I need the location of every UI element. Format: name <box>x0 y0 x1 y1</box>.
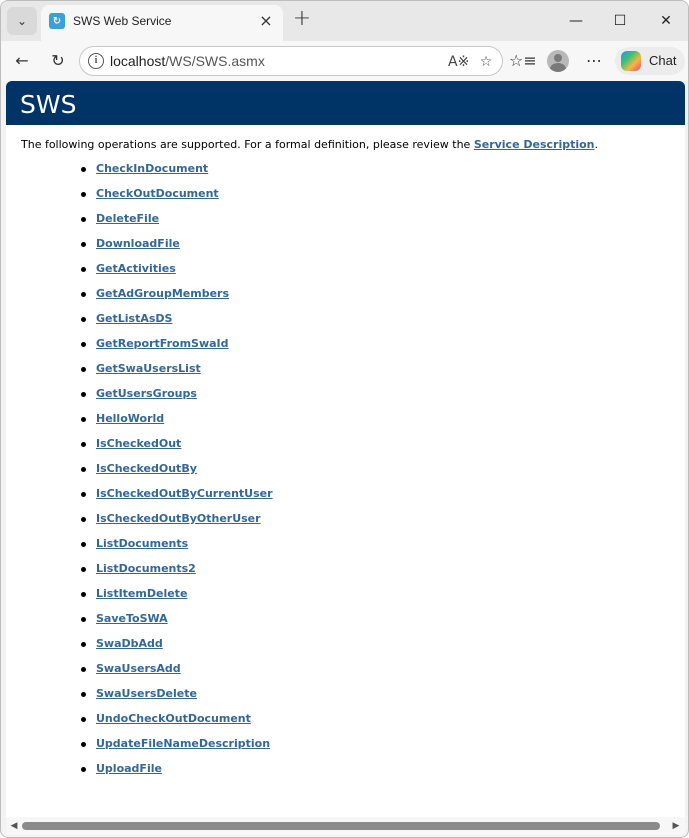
operation-link[interactable]: DownloadFile <box>96 237 180 250</box>
refresh-icon[interactable]: ↻ <box>51 51 65 70</box>
operation-link[interactable]: HelloWorld <box>96 412 165 425</box>
operation-link[interactable]: IsCheckedOutBy <box>96 462 197 475</box>
service-favicon-icon: ↻ <box>49 13 65 29</box>
operation-link[interactable]: CheckOutDocument <box>96 187 219 200</box>
scroll-right-arrow-icon[interactable]: ▶ <box>672 821 680 831</box>
favorite-star-icon[interactable]: ☆ <box>479 54 493 70</box>
new-tab-plus-icon[interactable]: + <box>292 6 312 31</box>
tab-close-icon[interactable]: × <box>259 11 273 30</box>
tab-actions-chevron-down-icon[interactable]: ⌄ <box>7 7 37 35</box>
operation-link[interactable]: GetUsersGroups <box>96 387 197 400</box>
operation-link[interactable]: DeleteFile <box>96 212 160 225</box>
close-window-icon[interactable]: ✕ <box>660 13 672 29</box>
navigation-toolbar <box>1 41 688 81</box>
operation-link[interactable]: ListDocuments2 <box>96 562 196 575</box>
profile-avatar[interactable] <box>547 50 569 72</box>
operation-link[interactable]: GetAdGroupMembers <box>96 287 230 300</box>
operation-link[interactable]: SwaUsersDelete <box>96 687 197 700</box>
intro-text: The following operations are supported. For a formal definition, please review the <box>21 138 474 151</box>
operation-link[interactable]: IsCheckedOut <box>96 437 182 450</box>
tab-sws-web-service[interactable] <box>41 5 283 41</box>
site-info-icon[interactable]: i <box>88 53 104 69</box>
chat-label: Chat <box>649 53 677 68</box>
tab-title: SWS Web Service <box>73 14 172 28</box>
operation-link[interactable]: GetSwaUsersList <box>96 362 201 375</box>
operation-link[interactable]: SwaUsersAdd <box>96 662 181 675</box>
service-heading-banner <box>6 81 685 125</box>
url-path: /WS/SWS.asmx <box>165 53 265 69</box>
copilot-chat-button[interactable] <box>615 47 685 75</box>
url-host: localhost <box>110 53 166 69</box>
page-title: SWS <box>20 90 77 119</box>
operation-link[interactable]: ListDocuments <box>96 537 189 550</box>
operation-link[interactable]: IsCheckedOutByOtherUser <box>96 512 261 525</box>
operation-link[interactable]: GetActivities <box>96 262 176 275</box>
operation-link[interactable]: GetListAsDS <box>96 312 173 325</box>
favorites-list-icon[interactable]: ☆≡ <box>509 51 537 70</box>
operation-link[interactable]: SwaDbAdd <box>96 637 163 650</box>
operation-link[interactable]: SaveToSWA <box>96 612 168 625</box>
minimize-icon[interactable]: — <box>569 13 583 29</box>
copilot-logo-icon <box>621 51 641 71</box>
operation-link[interactable]: GetReportFromSwaId <box>96 337 229 350</box>
tab-bar <box>1 1 688 41</box>
operation-link[interactable]: UploadFile <box>96 762 162 775</box>
more-options-icon[interactable]: ⋯ <box>586 51 602 70</box>
scroll-left-arrow-icon[interactable]: ◀ <box>10 821 18 831</box>
operation-link[interactable]: UndoCheckOutDocument <box>96 712 251 725</box>
operation-link[interactable]: UpdateFileNameDescription <box>96 737 271 750</box>
operation-link[interactable]: IsCheckedOutByCurrentUser <box>96 487 273 500</box>
address-bar[interactable] <box>79 46 503 76</box>
horizontal-scrollbar[interactable] <box>6 817 685 835</box>
back-arrow-icon[interactable]: ← <box>15 51 29 70</box>
page-viewport <box>6 81 685 817</box>
operation-link[interactable]: ListItemDelete <box>96 587 188 600</box>
intro-end: . <box>594 138 599 151</box>
scrollbar-thumb[interactable] <box>22 822 660 830</box>
intro-paragraph <box>21 138 598 151</box>
maximize-icon[interactable]: ☐ <box>613 13 627 29</box>
service-description-link[interactable]: Service Description <box>473 138 595 151</box>
read-aloud-icon[interactable]: A※ <box>448 54 470 70</box>
address-url[interactable] <box>110 53 265 69</box>
operation-link[interactable]: CheckInDocument <box>96 162 209 175</box>
